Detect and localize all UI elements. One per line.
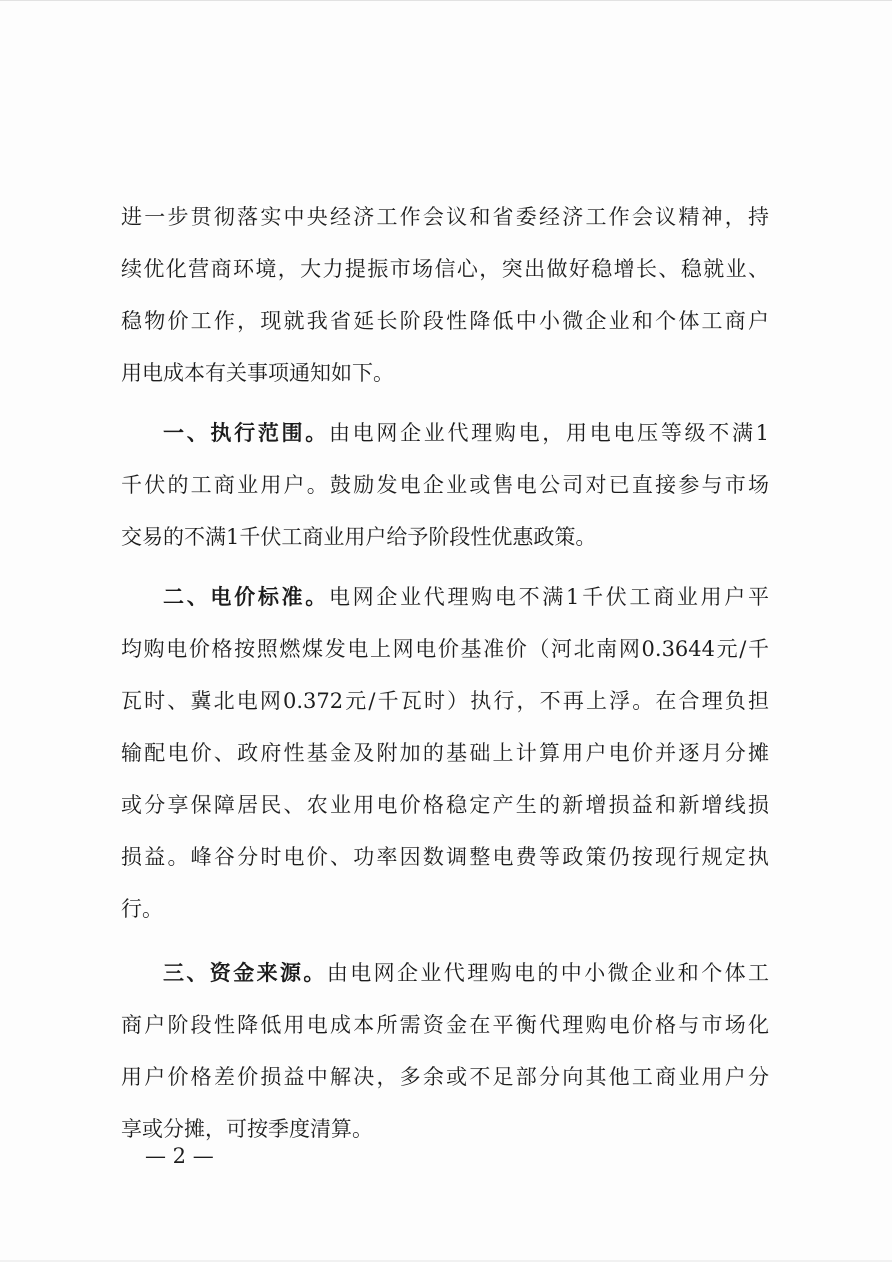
section-3-line: 用户价格差价损益中解决，多余或不足部分向其他工商业用户分: [121, 1065, 769, 1089]
section-2-heading: 二、电价标准。: [163, 585, 329, 609]
section-1-first-line: [121, 407, 769, 459]
section-2-first-line: [121, 571, 769, 623]
section-2-text: 电网企业代理购电不满1千伏工商业用户平: [328, 585, 769, 609]
section-2-line: 行。: [121, 897, 163, 921]
section-1-text: 由电网企业代理购电，用电电压等级不满1: [328, 421, 769, 445]
section-3-first-line: [121, 947, 769, 999]
section-1-line: 千伏的工商业用户。鼓励发电企业或售电公司对已直接参与市场: [121, 473, 769, 497]
section-2-line: 均购电价格按照燃煤发电上网电价基准价（河北南网0.3644元/千: [121, 637, 769, 661]
page-number: — 2 —: [145, 1144, 214, 1168]
section-3-line: 享或分摊，可按季度清算。: [121, 1117, 373, 1141]
section-2-line: 瓦时、冀北电网0.372元/千瓦时）执行，不再上浮。在合理负担: [121, 689, 769, 713]
document-body: [121, 191, 769, 1155]
section-2-line: 损益。峰谷分时电价、功率因数调整电费等政策仍按现行规定执: [121, 845, 769, 869]
section-2-line: 输配电价、政府性基金及附加的基础上计算用户电价并逐月分摊: [121, 741, 769, 765]
section-1-heading: 一、执行范围。: [163, 421, 329, 445]
intro-line: 用电成本有关事项通知如下。: [121, 361, 394, 385]
section-1-line: 交易的不满1千伏工商业用户给予阶段性优惠政策。: [121, 525, 597, 549]
section-3-line: 商户阶段性降低用电成本所需资金在平衡代理购电价格与市场化: [121, 1013, 769, 1037]
section-3-heading: 三、资金来源。: [163, 961, 327, 985]
section-2-line: 或分享保障居民、农业用电价格稳定产生的新增损益和新增线损: [121, 793, 769, 817]
section-3-text: 由电网企业代理购电的中小微企业和个体工: [326, 961, 769, 985]
intro-line: 稳物价工作，现就我省延长阶段性降低中小微企业和个体工商户: [121, 309, 769, 333]
intro-line: 进一步贯彻落实中央经济工作会议和省委经济工作会议精神，持: [121, 205, 769, 229]
intro-line: 续优化营商环境，大力提振市场信心，突出做好稳增长、稳就业、: [121, 257, 769, 281]
